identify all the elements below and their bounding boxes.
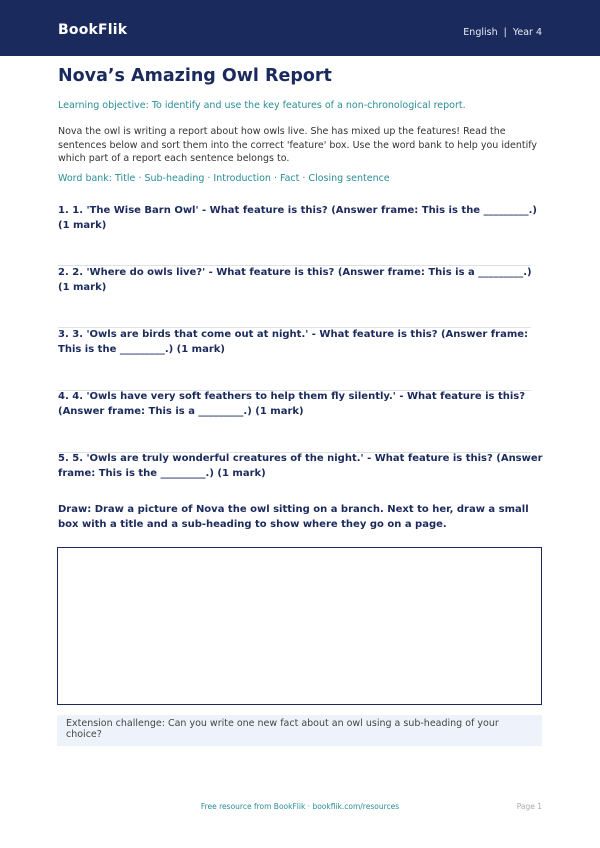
extension-challenge: Extension challenge: Can you write one new fact about an owl using a sub-heading of your choice? xyxy=(57,715,542,746)
year-label: Year 4 xyxy=(512,27,542,38)
header-bar xyxy=(0,0,600,56)
question-5: 5. 5. 'Owls are truly wonderful creatures of the night.' - What feature is this? (Answer frame: This is the _________.) (1 mark) xyxy=(58,453,543,479)
learning-objective: Learning objective: To identify and use the key features of a non-chronological report. xyxy=(58,100,466,111)
question-2: 2. 2. 'Where do owls live?' - What feature is this? (Answer frame: This is a _________.) (1 mark) xyxy=(58,267,532,293)
question-4: 4. 4. 'Owls have very soft feathers to help them fly silently.' - What feature is this? (Answer frame: This is a _________.) (1 mark) xyxy=(58,391,526,417)
drawing-box[interactable] xyxy=(57,547,542,705)
draw-prompt: Draw: Draw a picture of Nova the owl sitting on a branch. Next to her, draw a small box with a title and a sub-heading to show where they go on a page. xyxy=(58,504,529,530)
intro-paragraph: Nova the owl is writing a report about how owls live. She has mixed up the features! Read the sentences below and sort them into the correct 'feature' box. Use the word bank to help you identify which part of a report each sentence belongs to. xyxy=(58,126,538,164)
subject-year xyxy=(463,27,542,38)
page-title: Nova’s Amazing Owl Report xyxy=(58,66,332,86)
brand-logo[interactable]: BookFlik xyxy=(58,22,128,38)
word-bank: Word bank: Title · Sub-heading · Introduction · Fact · Closing sentence xyxy=(58,173,390,184)
subject-label: English xyxy=(463,27,498,38)
question-1: 1. 1. 'The Wise Barn Owl' - What feature is this? (Answer frame: This is the _________.) (1 mark) xyxy=(58,205,537,231)
footer-resource-link[interactable]: Free resource from BookFlik · bookflik.com/resources xyxy=(200,802,400,811)
page-number: Page 1 xyxy=(516,802,542,811)
question-3: 3. 3. 'Owls are birds that come out at night.' - What feature is this? (Answer frame: This is the _________.) (1 mark) xyxy=(58,329,529,355)
meta-separator: | xyxy=(503,27,507,38)
